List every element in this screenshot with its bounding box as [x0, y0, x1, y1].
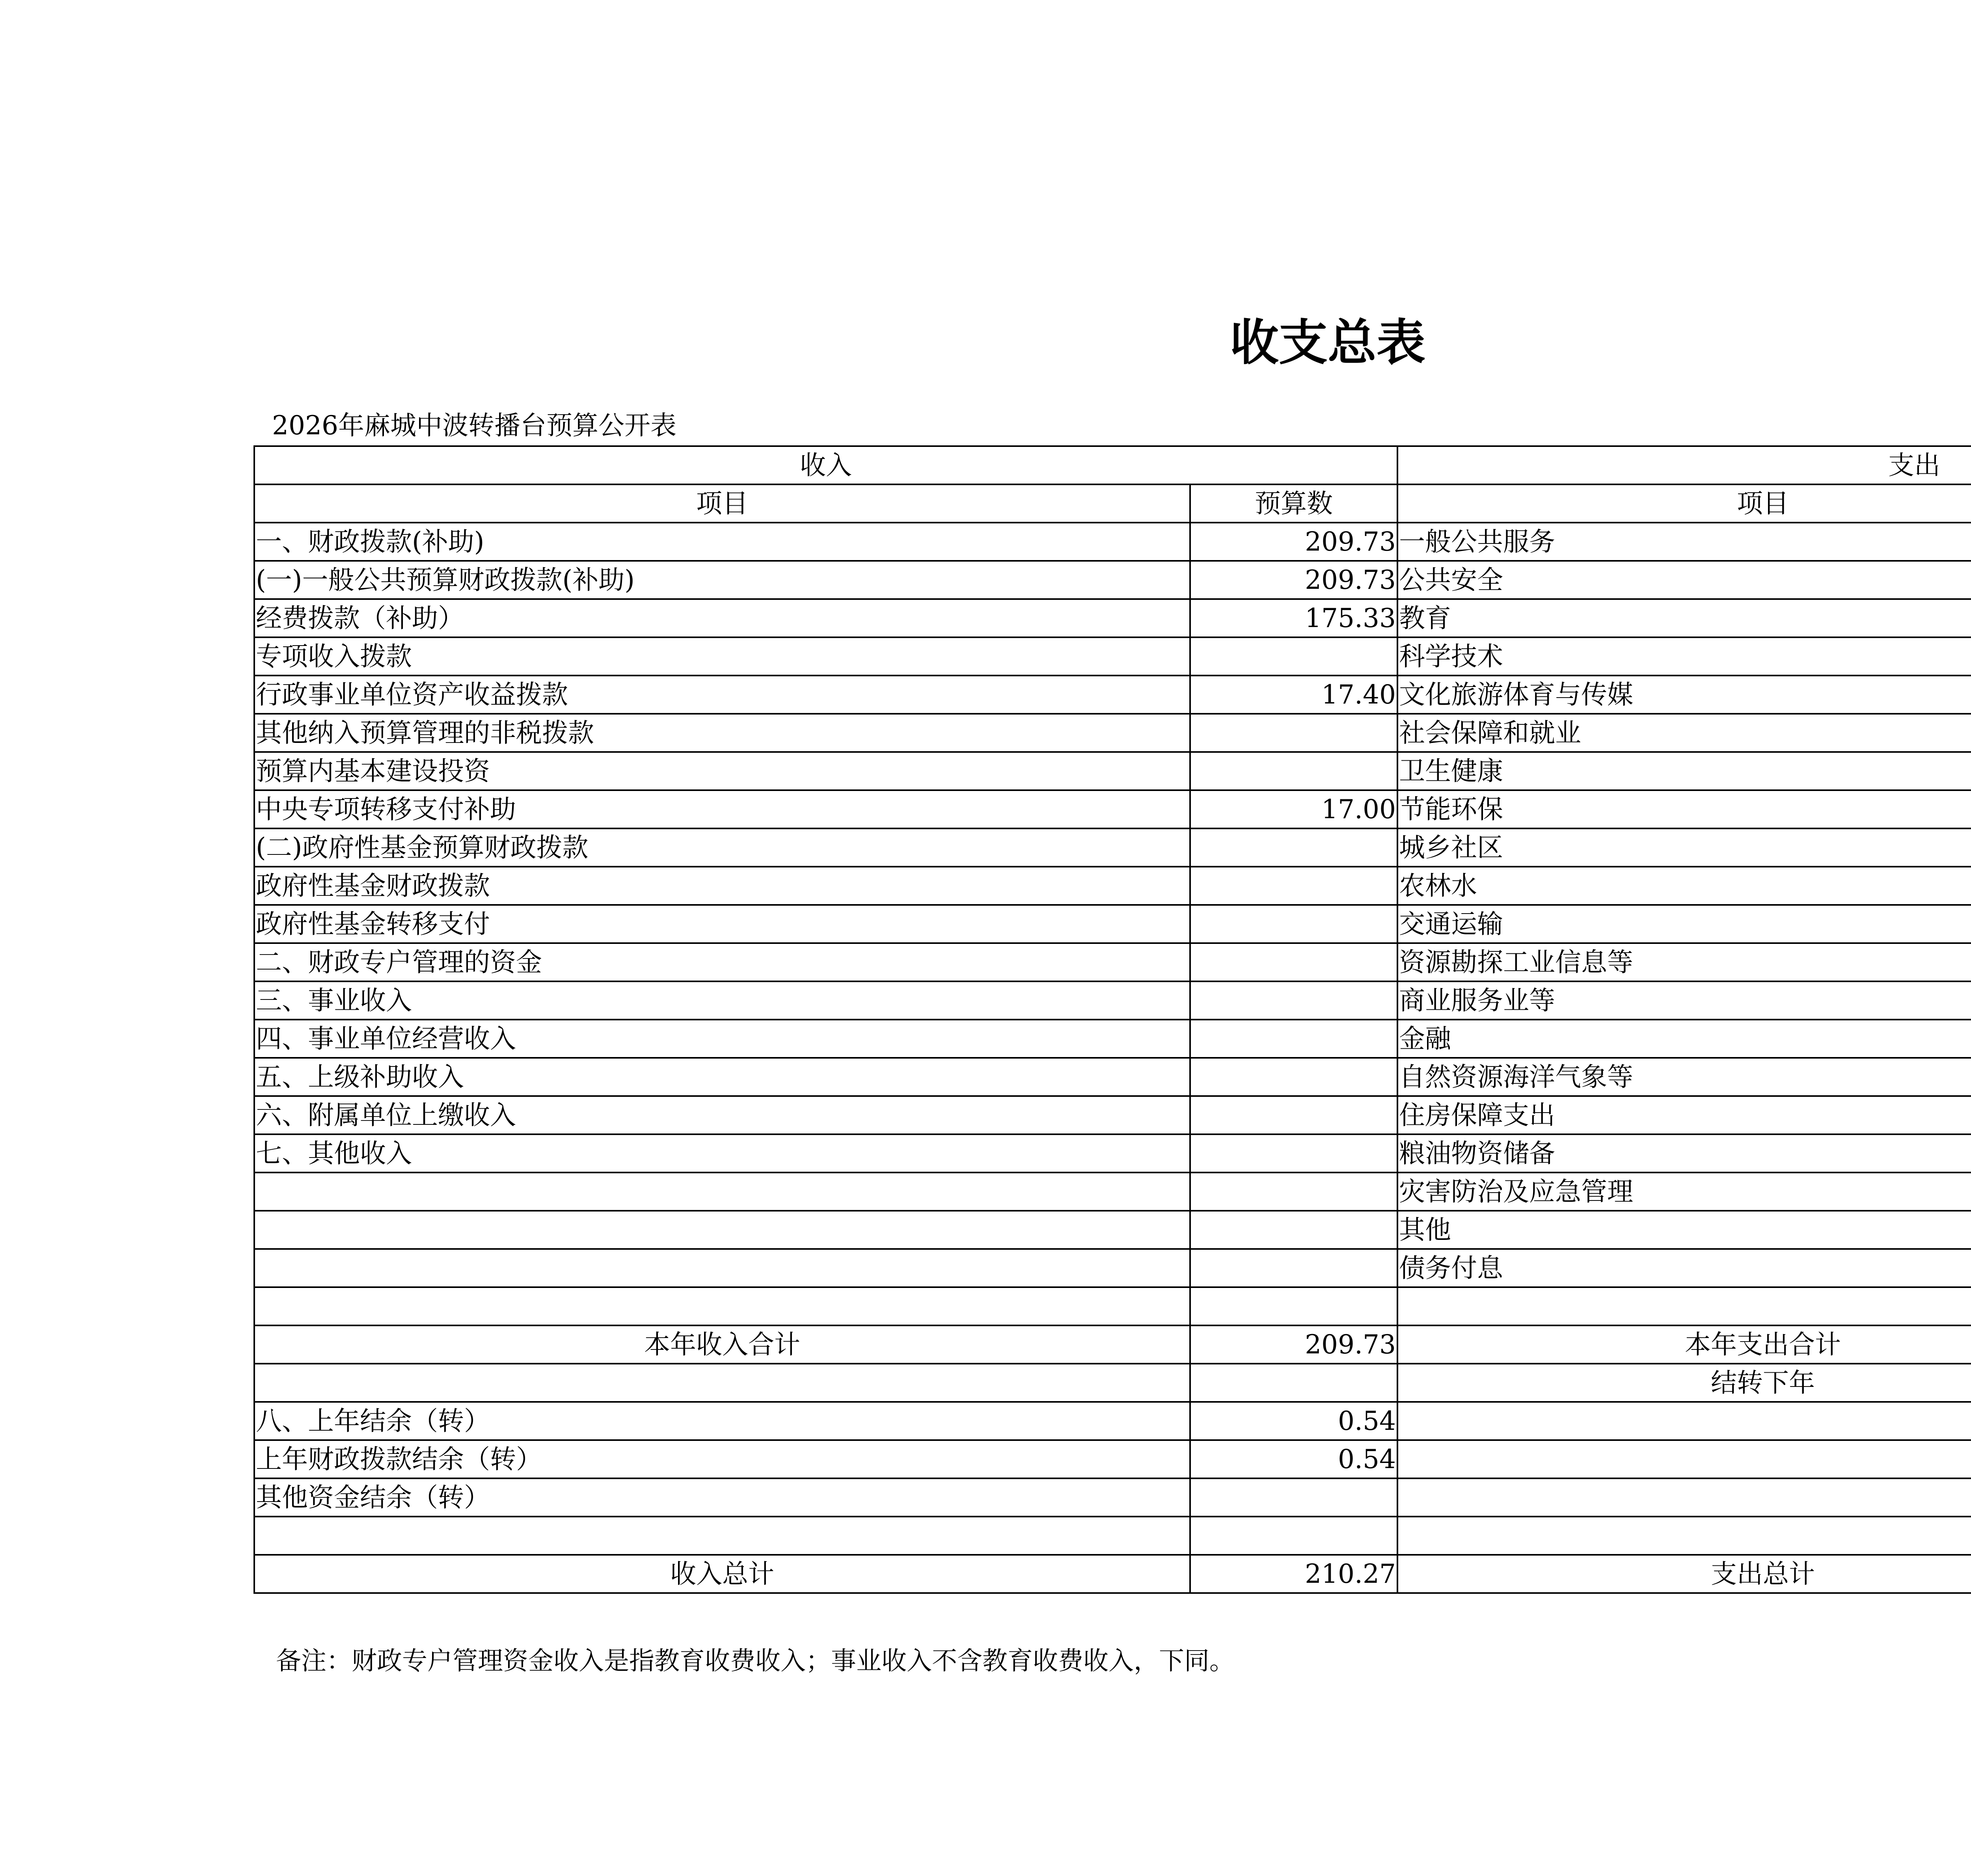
balance-row: [254, 1517, 1971, 1555]
income-amount-cell: [1190, 905, 1397, 943]
income-item-cell: 其他纳入预算管理的非税拨款: [254, 714, 1190, 752]
balance-row: [254, 1440, 1971, 1478]
expense-item-cell: 商业服务业等: [1397, 981, 1971, 1020]
balance-row: [254, 1478, 1971, 1517]
balance-item-cell: 上年财政拨款结余（转）: [254, 1440, 1190, 1478]
income-amount-cell: [1190, 1211, 1397, 1249]
balance-item-cell: [254, 1517, 1190, 1555]
table-row: [254, 599, 1971, 637]
expense-item-cell: 教育: [1397, 599, 1971, 637]
table-row: [254, 981, 1971, 1020]
income-item-cell: 二、财政专户管理的资金: [254, 943, 1190, 981]
income-item-cell: 预算内基本建设投资: [254, 752, 1190, 790]
income-item-cell: 六、附属单位上缴收入: [254, 1096, 1190, 1134]
grand-total-row: [254, 1555, 1971, 1593]
income-item-cell: 一、财政拨款(补助): [254, 523, 1190, 561]
income-item-cell: 政府性基金财政拨款: [254, 867, 1190, 905]
expense-item-cell: 社会保障和就业: [1397, 714, 1971, 752]
empty-cell: [1190, 1364, 1397, 1402]
table-row: [254, 1134, 1971, 1172]
balance-amount-cell: [1190, 1517, 1397, 1555]
income-item-cell: 七、其他收入: [254, 1134, 1190, 1172]
table-subtitle: 2026年麻城中波转播台预算公开表: [272, 410, 676, 441]
income-section-header: 收入: [254, 446, 1397, 484]
income-item-cell: 政府性基金转移支付: [254, 905, 1190, 943]
income-item-cell: [254, 1287, 1190, 1325]
table-row: [254, 637, 1971, 676]
income-amount-cell: 175.33: [1190, 599, 1397, 637]
carry-forward-row: [254, 1364, 1971, 1402]
table-row: [254, 523, 1971, 561]
expense-item-cell: 卫生健康: [1397, 752, 1971, 790]
income-amount-cell: 17.00: [1190, 790, 1397, 828]
income-item-header: 项目: [254, 484, 1190, 523]
income-item-cell: 中央专项转移支付补助: [254, 790, 1190, 828]
table-row: [254, 752, 1971, 790]
income-item-cell: [254, 1249, 1190, 1287]
table-row: [254, 561, 1971, 599]
income-item-cell: [254, 1211, 1190, 1249]
section-header-row: [254, 446, 1971, 484]
table-row: [254, 943, 1971, 981]
expense-item-cell: 灾害防治及应急管理: [1397, 1172, 1971, 1211]
income-amount-cell: [1190, 943, 1397, 981]
expense-item-cell: 自然资源海洋气象等: [1397, 1058, 1971, 1096]
income-amount-cell: [1190, 1134, 1397, 1172]
expense-item-cell: 科学技术: [1397, 637, 1971, 676]
table-row: [254, 828, 1971, 867]
income-amount-cell: [1190, 828, 1397, 867]
balance-amount-cell: [1190, 1478, 1397, 1517]
income-item-cell: 三、事业收入: [254, 981, 1190, 1020]
table-row: [254, 905, 1971, 943]
income-amount-cell: [1190, 1172, 1397, 1211]
table-row: [254, 676, 1971, 714]
balance-item-cell: 其他资金结余（转）: [254, 1478, 1190, 1517]
empty-cell: [1397, 1478, 1971, 1517]
empty-cell: [1397, 1402, 1971, 1440]
budget-table: [253, 445, 1971, 1594]
table-row: [254, 1020, 1971, 1058]
expense-item-cell: 债务付息: [1397, 1249, 1971, 1287]
income-amount-cell: [1190, 1249, 1397, 1287]
income-amount-cell: [1190, 752, 1397, 790]
expense-item-cell: 文化旅游体育与传媒: [1397, 676, 1971, 714]
footnote: 备注：财政专户管理资金收入是指教育收费收入；事业收入不含教育收费收入，下同。: [276, 1647, 1235, 1676]
income-grand-total-label: 收入总计: [254, 1555, 1190, 1593]
expense-item-cell: 公共安全: [1397, 561, 1971, 599]
expense-item-cell: 资源勘探工业信息等: [1397, 943, 1971, 981]
income-amount-cell: 209.73: [1190, 561, 1397, 599]
table-row: [254, 1172, 1971, 1211]
income-amount-cell: [1190, 1096, 1397, 1134]
empty-cell: [254, 1364, 1190, 1402]
expense-item-cell: 交通运输: [1397, 905, 1971, 943]
income-amount-cell: [1190, 1287, 1397, 1325]
table-row: [254, 867, 1971, 905]
income-amount-cell: [1190, 714, 1397, 752]
expense-item-header: 项目: [1397, 484, 1971, 523]
income-year-total-label: 本年收入合计: [254, 1325, 1190, 1364]
income-amount-cell: 17.40: [1190, 676, 1397, 714]
income-amount-cell: [1190, 1058, 1397, 1096]
expense-item-cell: 金融: [1397, 1020, 1971, 1058]
expense-item-cell: 一般公共服务: [1397, 523, 1971, 561]
income-amount-cell: [1190, 867, 1397, 905]
balance-row: [254, 1402, 1971, 1440]
balance-amount-cell: 0.54: [1190, 1402, 1397, 1440]
balance-amount-cell: 0.54: [1190, 1440, 1397, 1478]
income-item-cell: [254, 1172, 1190, 1211]
income-amount-cell: [1190, 981, 1397, 1020]
year-total-row: [254, 1325, 1971, 1364]
income-year-total-amount: 209.73: [1190, 1325, 1397, 1364]
income-item-cell: 五、上级补助收入: [254, 1058, 1190, 1096]
table-row: [254, 1249, 1971, 1287]
expense-section-header: 支出: [1397, 446, 1971, 484]
income-amount-cell: 209.73: [1190, 523, 1397, 561]
table-row: [254, 1058, 1971, 1096]
carry-forward-label: 结转下年: [1397, 1364, 1971, 1402]
expense-item-cell: 农林水: [1397, 867, 1971, 905]
table-row: [254, 1096, 1971, 1134]
table-row: [254, 1287, 1971, 1325]
income-grand-total-amount: 210.27: [1190, 1555, 1397, 1593]
expense-item-cell: 粮油物资储备: [1397, 1134, 1971, 1172]
empty-cell: [1397, 1440, 1971, 1478]
expense-year-total-label: 本年支出合计: [1397, 1325, 1971, 1364]
page-title: 收支总表: [1230, 314, 1425, 371]
income-item-cell: (一)一般公共预算财政拨款(补助): [254, 561, 1190, 599]
balance-item-cell: 八、上年结余（转）: [254, 1402, 1190, 1440]
table-row: [254, 790, 1971, 828]
income-item-cell: 专项收入拨款: [254, 637, 1190, 676]
expense-item-cell: 城乡社区: [1397, 828, 1971, 867]
income-item-cell: 行政事业单位资产收益拨款: [254, 676, 1190, 714]
income-item-cell: (二)政府性基金预算财政拨款: [254, 828, 1190, 867]
income-item-cell: 经费拨款（补助）: [254, 599, 1190, 637]
expense-item-cell: 节能环保: [1397, 790, 1971, 828]
empty-cell: [1397, 1517, 1971, 1555]
table-row: [254, 1211, 1971, 1249]
income-amount-cell: [1190, 1020, 1397, 1058]
table-row: [254, 714, 1971, 752]
income-item-cell: 四、事业单位经营收入: [254, 1020, 1190, 1058]
income-amount-cell: [1190, 637, 1397, 676]
income-amount-header: 预算数: [1190, 484, 1397, 523]
column-header-row: [254, 484, 1971, 523]
expense-item-cell: [1397, 1287, 1971, 1325]
expense-grand-total-label: 支出总计: [1397, 1555, 1971, 1593]
expense-item-cell: 其他: [1397, 1211, 1971, 1249]
expense-item-cell: 住房保障支出: [1397, 1096, 1971, 1134]
